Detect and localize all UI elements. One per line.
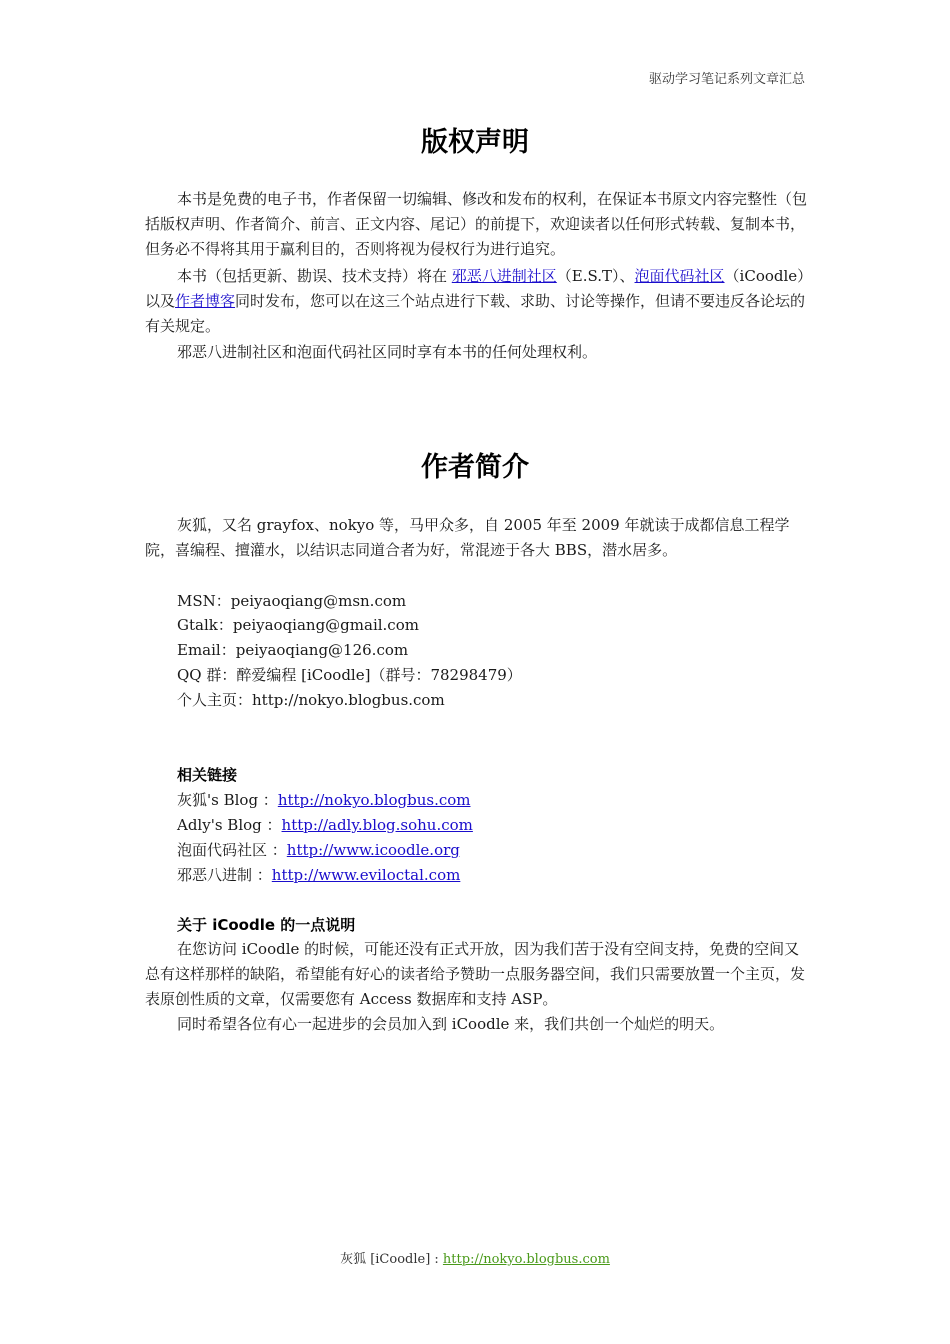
link-row	[177, 838, 460, 863]
author-bio: 灰狐，又名 grayfox、nokyo 等，马甲众多，自 2005 年至 2009 年就读于成都信息工程学院，喜编程、擅灌水，以结识志同道合者为好，常混迹于各大 BBS，潜水居多。	[145, 516, 790, 559]
link-icoodle-site[interactable]: http://www.icoodle.org	[286, 841, 460, 859]
link-label: 泡面代码社区 ：	[177, 841, 287, 859]
copyright-paragraph-3: 邪恶八进制社区和泡面代码社区同时享有本书的任何处理权利。	[177, 343, 598, 361]
running-header: 驱动学习笔记系列文章汇总	[648, 72, 805, 87]
about-heading: 关于 iCoodle 的一点说明	[177, 916, 356, 934]
contact-msn: MSN：peiyaoqiang@msn.com	[177, 592, 407, 610]
link-label: 邪恶八进制 ：	[177, 866, 272, 884]
link-row	[177, 813, 473, 838]
footer-text: 灰狐 [iCoodle] :	[340, 1252, 443, 1267]
copyright-paragraph-2	[145, 264, 807, 339]
link-row	[177, 788, 471, 813]
link-label: 灰狐's Blog ：	[177, 791, 278, 809]
contact-gtalk: Gtalk：peiyaoqiang@gmail.com	[177, 616, 419, 634]
link-row	[177, 863, 460, 888]
contact-qq-group: QQ 群：醉爱编程 [iCoodle]（群号：78298479）	[177, 666, 522, 684]
copyright-title: 版权声明	[421, 127, 529, 158]
copyright-p2-text-c: （iCoodle）以及	[145, 267, 805, 310]
contact-homepage: 个人主页：http://nokyo.blogbus.com	[177, 691, 445, 709]
copyright-p2-text-b: （E.S.T）、	[556, 267, 635, 285]
copyright-p2-text-d: 同时发布，您可以在这三个站点进行下载、求助、讨论等操作，但请不要违反各论坛的有关规定。	[145, 292, 806, 335]
contact-email: Email：peiyaoqiang@126.com	[177, 641, 409, 659]
links-heading: 相关链接	[177, 766, 238, 784]
author-title: 作者简介	[421, 452, 529, 483]
copyright-p2-text-a: 本书（包括更新、勘误、技术支持）将在	[177, 267, 452, 285]
about-paragraph-2: 同时希望各位有心一起进步的会员加入到 iCoodle 来，我们共创一个灿烂的明天。	[177, 1015, 725, 1033]
link-label: Adly's Blog ：	[177, 816, 282, 834]
link-eviloctal-site[interactable]: http://www.eviloctal.com	[271, 866, 461, 884]
copyright-paragraph-1: 本书是免费的电子书，作者保留一切编辑、修改和发布的权利，在保证本书原文内容完整性（包括版权声明、作者简介、前言、正文内容、尾记）的前提下，欢迎读者以任何形式转载、复制本书，但务必不得将其用于赢利目的，否则将视为侵权行为进行追究。	[145, 190, 808, 258]
link-adly-blog[interactable]: http://adly.blog.sohu.com	[281, 816, 473, 834]
link-icoodle-community[interactable]: 泡面代码社区	[634, 267, 725, 285]
link-nokyo-blog[interactable]: http://nokyo.blogbus.com	[277, 791, 471, 809]
about-paragraph-1: 在您访问 iCoodle 的时候，可能还没有正式开放，因为我们苦于没有空间支持，免费的空间又总有这样那样的缺陷，希望能有好心的读者给予赞助一点服务器空间，我们只需要放置一个主页，发表原创性质的文章，仅需要您有 Access 数据库和支持 ASP。	[145, 940, 806, 1008]
link-eviloctal-community[interactable]: 邪恶八进制社区	[451, 267, 557, 285]
page-footer	[0, 1248, 950, 1267]
footer-link[interactable]: http://nokyo.blogbus.com	[442, 1252, 610, 1267]
link-author-blog[interactable]: 作者博客	[175, 292, 236, 310]
